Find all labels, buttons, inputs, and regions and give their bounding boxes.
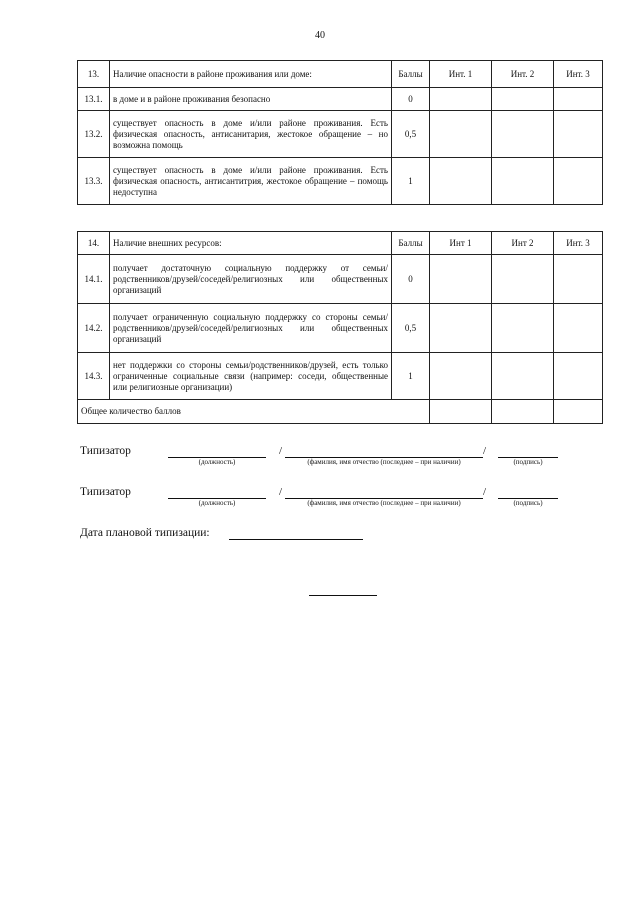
int3-header: Инт. 3 [554, 232, 603, 255]
signature-row [80, 445, 580, 469]
signature-row [80, 486, 580, 510]
int1-cell[interactable] [430, 88, 492, 111]
signature-field[interactable] [498, 445, 558, 458]
row-text: получает ограниченную социальную поддержку со стороны семьи/родственников/друзей/соседей/религиозных или общественных организаций [110, 304, 392, 353]
int2-cell[interactable] [492, 304, 554, 353]
total-int1-cell[interactable] [430, 400, 492, 424]
total-int3-cell[interactable] [554, 400, 603, 424]
slash-divider: / [279, 486, 283, 498]
total-row [78, 400, 603, 424]
row-text: существует опасность в доме и/или районе проживания. Есть физическая опасность, антисанитария, жестокое обращение – но возможна помощь [110, 111, 392, 158]
int2-cell[interactable] [492, 158, 554, 205]
row-points: 0,5 [392, 304, 430, 353]
section-number: 14. [78, 232, 110, 255]
int2-cell[interactable] [492, 88, 554, 111]
table-row [78, 111, 603, 158]
int1-cell[interactable] [430, 353, 492, 400]
int2-cell[interactable] [492, 255, 554, 304]
int1-header: Инт. 1 [430, 61, 492, 88]
int3-cell[interactable] [554, 111, 603, 158]
points-header: Баллы [392, 61, 430, 88]
signature-field[interactable] [498, 486, 558, 499]
table-header-row [78, 61, 603, 88]
page-number: 40 [315, 30, 325, 41]
row-number: 13.3. [78, 158, 110, 205]
int1-cell[interactable] [430, 111, 492, 158]
name-field[interactable] [285, 445, 483, 458]
int3-cell[interactable] [554, 353, 603, 400]
plan-date-label: Дата плановой типизации: [80, 527, 210, 539]
row-points: 0,5 [392, 111, 430, 158]
row-points: 1 [392, 158, 430, 205]
section-title: Наличие внешних ресурсов: [110, 232, 392, 255]
int3-cell[interactable] [554, 255, 603, 304]
position-field[interactable] [168, 445, 266, 458]
table-header-row [78, 232, 603, 255]
row-points: 0 [392, 255, 430, 304]
table-row [78, 255, 603, 304]
slash-divider: / [279, 445, 283, 457]
int1-header: Инт 1 [430, 232, 492, 255]
int1-cell[interactable] [430, 158, 492, 205]
signature-caption: (подпись) [513, 499, 543, 507]
row-text: существует опасность в доме и/или районе проживания. Есть физическая опасность, антисантитрия, жестокое обращение – помощь недоступна [110, 158, 392, 205]
signature-caption: (подпись) [513, 458, 543, 466]
int3-cell[interactable] [554, 304, 603, 353]
row-number: 13.2. [78, 111, 110, 158]
int3-cell[interactable] [554, 158, 603, 205]
position-caption: (должность) [198, 499, 236, 507]
table-row [78, 88, 603, 111]
section-title: Наличие опасности в районе проживания или доме: [110, 61, 392, 88]
name-field[interactable] [285, 486, 483, 499]
signer-label: Типизатор [80, 486, 131, 498]
int3-header: Инт. 3 [554, 61, 603, 88]
row-text: нет поддержки со стороны семьи/родственников/друзей, есть только ограниченные социальные связи (например: соседи, общественные или религиозные организации) [110, 353, 392, 400]
row-text: в доме и в районе проживания безопасно [110, 88, 392, 111]
table-row [78, 304, 603, 353]
int1-cell[interactable] [430, 304, 492, 353]
int2-header: Инт. 2 [492, 61, 554, 88]
slash-divider: / [483, 486, 487, 498]
row-number: 14.1. [78, 255, 110, 304]
table-row [78, 353, 603, 400]
int2-cell[interactable] [492, 111, 554, 158]
row-points: 0 [392, 88, 430, 111]
position-caption: (должность) [198, 458, 236, 466]
int1-cell[interactable] [430, 255, 492, 304]
row-text: получает достаточную социальную поддержку от семьи/родственников/друзей/соседей/религиозных или общественных организаций [110, 255, 392, 304]
slash-divider: / [483, 445, 487, 457]
total-int2-cell[interactable] [492, 400, 554, 424]
name-caption: (фамилия, имя отчество (последнее – при наличии) [307, 458, 461, 466]
table-hazard-at-home [77, 60, 603, 205]
row-number: 13.1. [78, 88, 110, 111]
table-row [78, 158, 603, 205]
row-number: 14.2. [78, 304, 110, 353]
section-number: 13. [78, 61, 110, 88]
end-of-page-divider [309, 595, 377, 596]
signer-label: Типизатор [80, 445, 131, 457]
name-caption: (фамилия, имя отчество (последнее – при наличии) [307, 499, 461, 507]
points-header: Баллы [392, 232, 430, 255]
position-field[interactable] [168, 486, 266, 499]
row-number: 14.3. [78, 353, 110, 400]
int3-cell[interactable] [554, 88, 603, 111]
table-external-resources [77, 231, 603, 424]
int2-header: Инт 2 [492, 232, 554, 255]
total-label: Общее количество баллов [78, 400, 430, 424]
plan-date-field[interactable] [229, 528, 363, 540]
row-points: 1 [392, 353, 430, 400]
int2-cell[interactable] [492, 353, 554, 400]
